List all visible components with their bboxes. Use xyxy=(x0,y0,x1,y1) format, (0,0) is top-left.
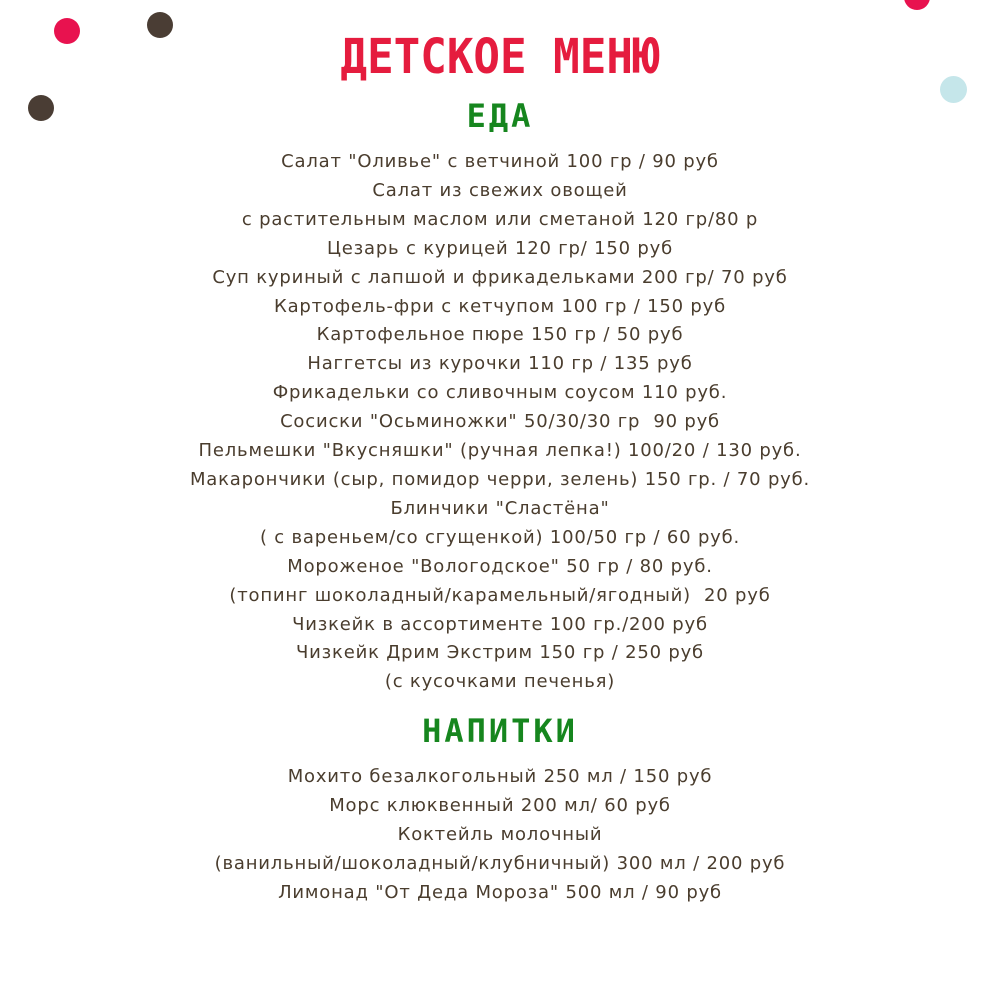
menu-item: (ванильный/шоколадный/клубничный) 300 мл / 200 руб xyxy=(214,852,786,874)
menu-item: Цезарь с курицей 120 гр/ 150 руб xyxy=(326,237,674,259)
menu-title: ДЕТСКОЕ МЕНЮ xyxy=(340,29,660,85)
drinks-menu-list xyxy=(0,763,1000,908)
menu-item: (топинг шоколадный/карамельный/ягодный) 20 руб xyxy=(229,584,771,606)
menu-item: Чизкейк Дрим Экстрим 150 гр / 250 руб xyxy=(296,642,704,664)
menu-item: с растительным маслом или сметаной 120 гр/80 р xyxy=(241,208,759,230)
menu-item: Суп куриный с лапшой и фрикадельками 200 гр/ 70 руб xyxy=(212,266,788,288)
menu-item: Чизкейк в ассортименте 100 гр./200 руб xyxy=(292,613,708,635)
menu-item: Коктейль молочный xyxy=(397,823,603,845)
menu-item: Салат "Оливье" с ветчиной 100 гр / 90 руб xyxy=(281,151,719,172)
menu-item: Блинчики "Сластёна" xyxy=(390,497,610,519)
menu-item: Салат из свежих овощей xyxy=(372,179,628,201)
menu-item: Мороженое "Вологодское" 50 гр / 80 руб. xyxy=(287,555,713,577)
menu-item: ( с вареньем/со сгущенкой) 100/50 гр / 60 руб. xyxy=(259,526,741,548)
menu-item: Мохито безалкогольный 250 мл / 150 руб xyxy=(287,766,713,787)
menu-item: Картофель-фри с кетчупом 100 гр / 150 руб xyxy=(274,295,726,317)
menu-item: Макарончики (сыр, помидор черри, зелень) 150 гр. / 70 руб. xyxy=(189,468,811,490)
menu-item: Картофельное пюре 150 гр / 50 руб xyxy=(316,324,684,346)
menu-item: Лимонад "От Деда Мороза" 500 мл / 90 руб xyxy=(278,881,722,903)
menu-item: (с кусочками печенья) xyxy=(384,671,616,693)
drinks-section-heading: НАПИТКИ xyxy=(422,712,578,750)
menu-item: Морс клюквенный 200 мл/ 60 руб xyxy=(329,794,671,816)
menu-item: Наггетсы из курочки 110 гр / 135 руб xyxy=(307,353,693,375)
menu-item: Сосиски "Осьминожки" 50/30/30 гр 90 руб xyxy=(280,411,720,433)
menu-item: Фрикадельки со сливочным соусом 110 руб. xyxy=(272,382,728,404)
food-menu-list xyxy=(0,148,1000,697)
food-section-heading: ЕДА xyxy=(466,97,534,135)
decorative-dot-red xyxy=(904,0,930,10)
menu-item: Пельмешки "Вкусняшки" (ручная лепка!) 100/20 / 130 руб. xyxy=(198,440,802,462)
